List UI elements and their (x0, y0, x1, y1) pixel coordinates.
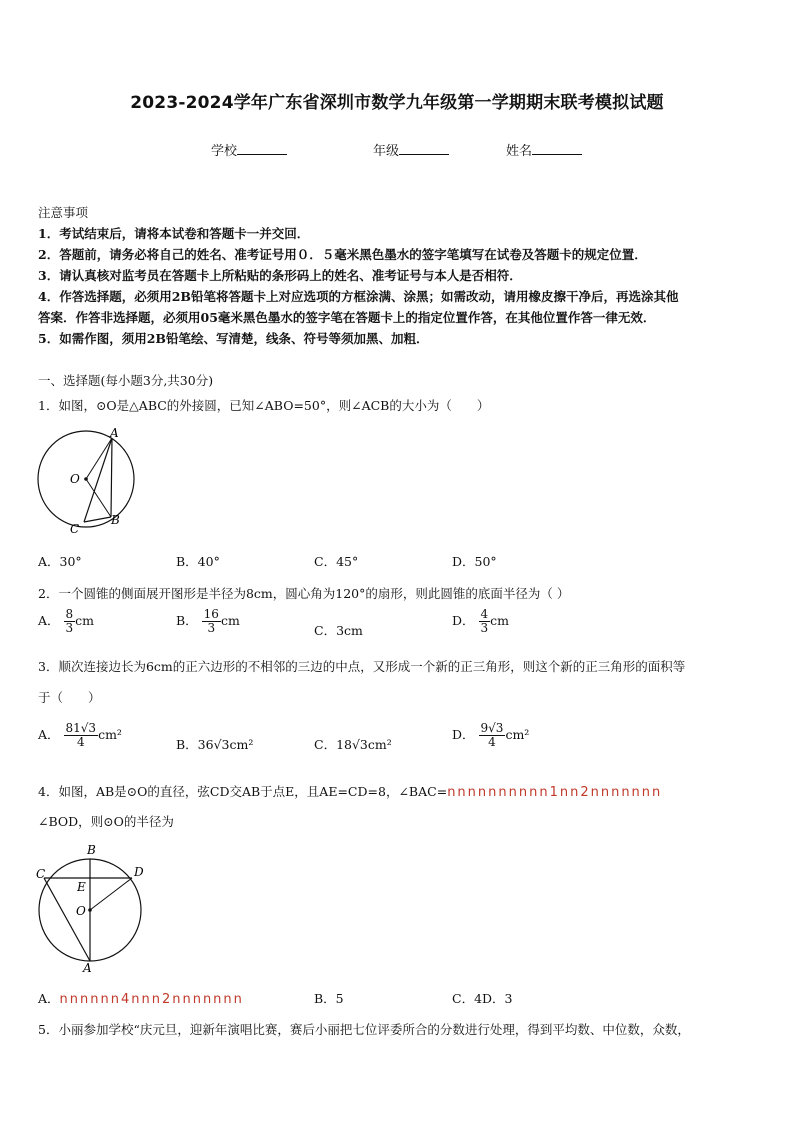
q1-option-a: A．30° (38, 554, 82, 569)
q2-option-c: C．3cm (314, 623, 363, 638)
numerator: 16 (203, 607, 219, 621)
notice-item: 3．请认真核对监考员在答题卡上所粘贴的条形码上的姓名、准考证号与本人是否相符． (38, 268, 522, 283)
denominator: 4 (76, 735, 85, 750)
name-label: 姓名 (506, 144, 533, 159)
numerator: 8 (65, 607, 74, 621)
q4-option-a (38, 989, 244, 1007)
denominator: 3 (65, 621, 74, 636)
school-label: 学校 (211, 144, 238, 159)
unit: cm (75, 613, 95, 629)
option-label: B． (176, 613, 198, 629)
notice-item: 答案．作答非选择题，必须用05毫米黑色墨水的签字笔在答题卡上的指定位置作答，在其他位置作答一律无效． (38, 310, 656, 325)
fraction (64, 722, 99, 749)
notice-item: 4．作答选择题，必须用2B铅笔将答题卡上对应选项的方框涂满、涂黑；如需改动，请用橡皮擦干净后，再选涂其他 (38, 289, 679, 304)
notice-item: 2．答题前，请务必将自己的姓名、准考证号用０．５毫米黑色墨水的签字笔填写在试卷及答题卡的规定位置． (38, 247, 647, 262)
fraction (64, 608, 76, 635)
denominator: 4 (488, 735, 496, 750)
question-1-stem: 1．如图，⊙O是△ABC的外接圆，已知∠ABO=50°，则∠ACB的大小为（ ） (38, 398, 490, 413)
fraction (479, 722, 506, 749)
q1-option-d: D．50° (452, 554, 497, 569)
option-label: A． (38, 613, 60, 629)
fig-label: A (110, 426, 119, 440)
q1-circle-figure (36, 425, 146, 540)
fig-label: B (87, 843, 96, 857)
q4-option-b: B．5 (314, 991, 344, 1006)
q3-option-d (452, 722, 529, 749)
name-field (506, 140, 582, 159)
fig-label: C (36, 867, 46, 881)
fig-label: B (111, 513, 120, 527)
question-3-stem-cont: 于（ ） (38, 690, 101, 705)
q4-garbled-text: nnnnnnnnnn1nn2nnnnnnn (447, 785, 663, 800)
question-5-stem: 5．小丽参加学校“庆元旦，迎新年演唱比赛，赛后小丽把七位评委所合的分数进行处理，得到平均数、中位数，众数， (38, 1022, 690, 1037)
school-field (211, 140, 287, 159)
unit: cm² (98, 727, 122, 743)
grade-blank (399, 142, 449, 155)
fig-label: O (70, 472, 80, 486)
denominator: 3 (480, 621, 489, 636)
fraction (479, 608, 491, 635)
q3-option-b: B．36√3cm² (176, 737, 254, 752)
question-4-stem-cont: ∠BOD，则⊙O的半径为 (38, 814, 174, 829)
question-2-stem: 2．一个圆锥的侧面展开图形是半径为8cm，圆心角为120°的扇形，则此圆锥的底面半径为（ ） (38, 586, 570, 601)
fraction (202, 608, 221, 635)
grade-field (373, 140, 449, 159)
notice-item: 5．如需作图，须用2B铅笔绘、写清楚，线条、符号等须加黑、加粗． (38, 331, 429, 346)
grade-label: 年级 (373, 144, 400, 159)
unit: cm² (505, 727, 530, 743)
numerator: 4 (480, 607, 489, 621)
q2-option-d (452, 608, 509, 635)
fig-label: O (76, 904, 86, 918)
q2-option-a (38, 608, 94, 635)
q4-option-cd: C．4D．3 (452, 991, 513, 1006)
q4-option-a-garbled: nnnnnn4nnn2nnnnnnn (59, 992, 244, 1007)
q3-option-a (38, 722, 122, 749)
numerator: 81√3 (65, 721, 97, 735)
q2-option-b (176, 608, 240, 635)
q1-option-c: C．45° (314, 554, 359, 569)
question-3-stem: 3．顺次连接边长为6cm的正六边形的不相邻的三边的中点，又形成一个新的正三角形，则这个新的正三角形的面积等 (38, 659, 686, 674)
fig-label: C (70, 522, 80, 536)
question-4-stem (38, 782, 662, 800)
unit: cm (490, 613, 510, 629)
fig-label: D (134, 865, 144, 879)
unit: cm (220, 613, 240, 629)
notice-heading: 注意事项 (38, 205, 89, 220)
fig-label: E (77, 880, 86, 894)
q4-circle-figure (32, 840, 152, 975)
section-heading: 一、选择题(每小题3分,共30分) (38, 373, 214, 388)
option-label: A． (38, 727, 60, 743)
q1-option-b: B．40° (176, 554, 220, 569)
option-label: A． (38, 991, 60, 1006)
numerator: 9√3 (480, 721, 504, 735)
q4-stem-text: 4．如图，AB是⊙O的直径，弦CD交AB于点E，且AE=CD=8，∠BAC= (38, 784, 448, 799)
name-blank (532, 142, 582, 155)
option-label: D． (452, 727, 475, 743)
school-blank (237, 142, 287, 155)
denominator: 3 (207, 621, 216, 636)
fig-label: A (83, 961, 92, 975)
page-title: 2023-2024学年广东省深圳市数学九年级第一学期期末联考模拟试题 (130, 93, 664, 113)
option-label: D． (452, 613, 475, 629)
notice-item: 1．考试结束后，请将本试卷和答题卡一并交回． (38, 226, 310, 241)
q3-option-c: C．18√3cm² (314, 737, 392, 752)
